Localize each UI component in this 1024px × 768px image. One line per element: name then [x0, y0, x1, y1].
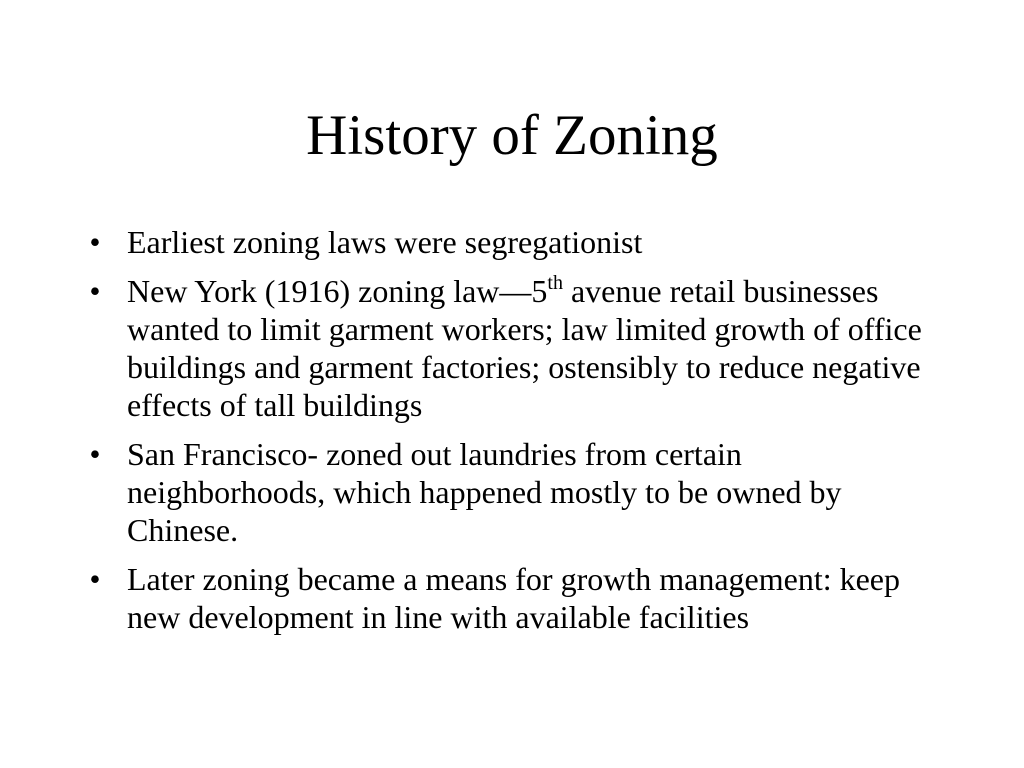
bullet-text	[127, 272, 935, 424]
bullet-icon: •	[89, 273, 101, 309]
bullet-item-new-york	[85, 272, 935, 424]
bullet-text-part: New York (1916) zoning law—5	[127, 273, 548, 309]
bullet-icon: •	[89, 561, 101, 597]
bullet-text: Later zoning became a means for growth management: keep new development in line with available facilities	[127, 561, 900, 635]
bullet-text-part: avenue retail businesses wanted to limit garment workers; law limited growth of office buildings and garment factories; ostensibly to reduce negative effects of tall buildings	[127, 273, 922, 423]
bullet-icon: •	[89, 224, 101, 260]
slide-title: History of Zoning	[306, 104, 718, 167]
bullet-text: San Francisco- zoned out laundries from certain neighborhoods, which happened mostly to be owned by Chinese.	[127, 436, 842, 548]
bullet-icon: •	[89, 436, 101, 472]
bullet-item-earliest-zoning	[85, 223, 935, 261]
bullet-list	[85, 223, 935, 647]
bullet-item-growth-management	[85, 560, 935, 636]
bullet-item-san-francisco	[85, 435, 935, 549]
bullet-text: Earliest zoning laws were segregationist	[127, 224, 643, 260]
superscript-ordinal: th	[547, 272, 563, 294]
